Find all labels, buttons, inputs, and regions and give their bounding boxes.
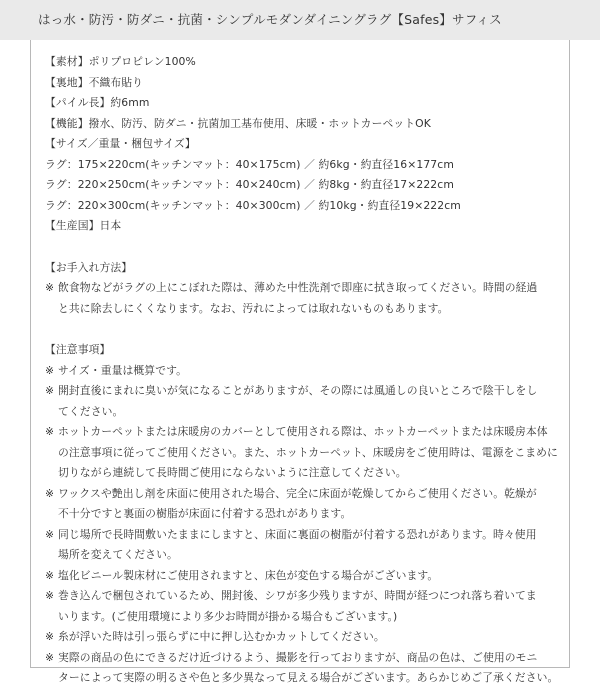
- note-mark: ※: [45, 384, 55, 397]
- note-text: いります。(ご使用環境により多少お時間が掛かる場合もございます。): [58, 609, 398, 623]
- note-item: [45, 422, 565, 484]
- note-item: [45, 484, 565, 525]
- note-item: [45, 586, 565, 627]
- note-item: [45, 381, 565, 422]
- notes-section: [45, 340, 565, 689]
- note-mark: ※: [45, 527, 55, 541]
- note-text: 切りながら連続して長時間ご使用にならないように注意してください。: [58, 466, 407, 479]
- note-text: 開封直後にまれに臭いが気になることがありますが、その際には風通しの良いところで陰干しをし: [58, 384, 538, 397]
- note-text: 同じ場所で長時間敷いたままにしますと、床面に裏面の樹脂が付着する恐れがあります。時々使用: [58, 527, 537, 541]
- note-item: [45, 566, 565, 587]
- note-mark: ※: [45, 589, 55, 602]
- note-mark: ※: [45, 363, 55, 377]
- spec-section: [45, 52, 565, 237]
- product-title: はっ水・防汚・防ダニ・抗菌・シンプルモダンダイニングラグ【Safes】サフィス: [38, 12, 502, 27]
- care-item: [45, 278, 565, 319]
- note-mark: ※: [45, 486, 55, 500]
- spec-size-line: ラグ：175×220cm(キッチンマット：40×175cm) ／ 約6kg・約直径16×177cm: [45, 157, 454, 171]
- note-text: 不十分ですと裏面の樹脂が床面に付着する恐れがあります。: [58, 507, 352, 520]
- spec-function: 【機能】撥水、防汚、防ダニ・抗菌加工基布使用、床暖・ホットカーペットOK: [45, 116, 431, 130]
- note-mark: ※: [45, 281, 55, 294]
- care-heading: 【お手入れ方法】: [45, 260, 133, 274]
- note-text: 糸が浮いた時は引っ張らずに中に押し込むかカットしてください。: [58, 630, 385, 643]
- note-mark: ※: [45, 425, 55, 438]
- note-item: [45, 648, 565, 689]
- note-text: ターによって実際の明るさや色と多少異なって見える場合がございます。あらかじめご了承ください。: [58, 671, 559, 684]
- note-mark: ※: [45, 568, 55, 582]
- spec-pile-length: 【パイル長】約6mm: [45, 96, 150, 109]
- care-text: 飲食物などがラグの上にこぼれた際は、薄めた中性洗剤で即座に拭き取ってください。時間の経過: [58, 281, 538, 294]
- note-text: てください。: [58, 404, 124, 418]
- note-text: 実際の商品の色にできるだけ近づけるよう、撮影を行っておりますが、商品の色は、ご使用のモニ: [58, 650, 538, 664]
- product-title-bar: [0, 0, 600, 40]
- note-item: [45, 525, 565, 566]
- spec-size-line: ラグ：220×300cm(キッチンマット：40×300cm) ／ 約10kg・約直径19×222cm: [45, 198, 461, 212]
- note-text: 場所を変えてください。: [58, 548, 178, 561]
- note-text: ワックスや艶出し剤を床面に使用された場合、完全に床面が乾燥してからご使用ください。乾燥が: [58, 486, 537, 500]
- notes-heading: 【注意事項】: [45, 343, 111, 356]
- note-item: [45, 361, 565, 382]
- care-text: と共に除去しにくくなります。なお、汚れによっては取れないものもあります。: [58, 301, 449, 315]
- spec-material: 【素材】ポリプロピレン100%: [45, 55, 196, 68]
- note-text: ホットカーペットまたは床暖房のカバーとして使用される際は、ホットカーペットまたは床暖房本体: [58, 425, 548, 438]
- spec-origin: 【生産国】日本: [45, 219, 122, 232]
- spec-size-heading: 【サイズ／重量・梱包サイズ】: [45, 137, 196, 150]
- note-text: サイズ・重量は概算です。: [58, 363, 188, 377]
- note-text: 塩化ビニール製床材にご使用されますと、床色が変色する場合がございます。: [58, 568, 439, 582]
- spec-size-line: ラグ：220×250cm(キッチンマット：40×240cm) ／ 約8kg・約直径17×222cm: [45, 178, 454, 191]
- note-item: [45, 627, 565, 648]
- section-gap: [45, 319, 565, 340]
- spec-backing: 【裏地】不織布貼り: [45, 75, 144, 89]
- note-mark: ※: [45, 630, 55, 643]
- note-text: の注意事項に従ってご使用ください。また、ホットカーペット、床暖房をご使用時は、電源をこまめに: [58, 445, 558, 459]
- product-description: [45, 52, 565, 689]
- section-gap: [45, 237, 565, 258]
- note-mark: ※: [45, 650, 55, 664]
- care-section: [45, 258, 565, 320]
- note-text: 巻き込んで梱包されているため、開封後、シワが多少残りますが、時間が経つにつれ落ち着いてま: [58, 589, 537, 602]
